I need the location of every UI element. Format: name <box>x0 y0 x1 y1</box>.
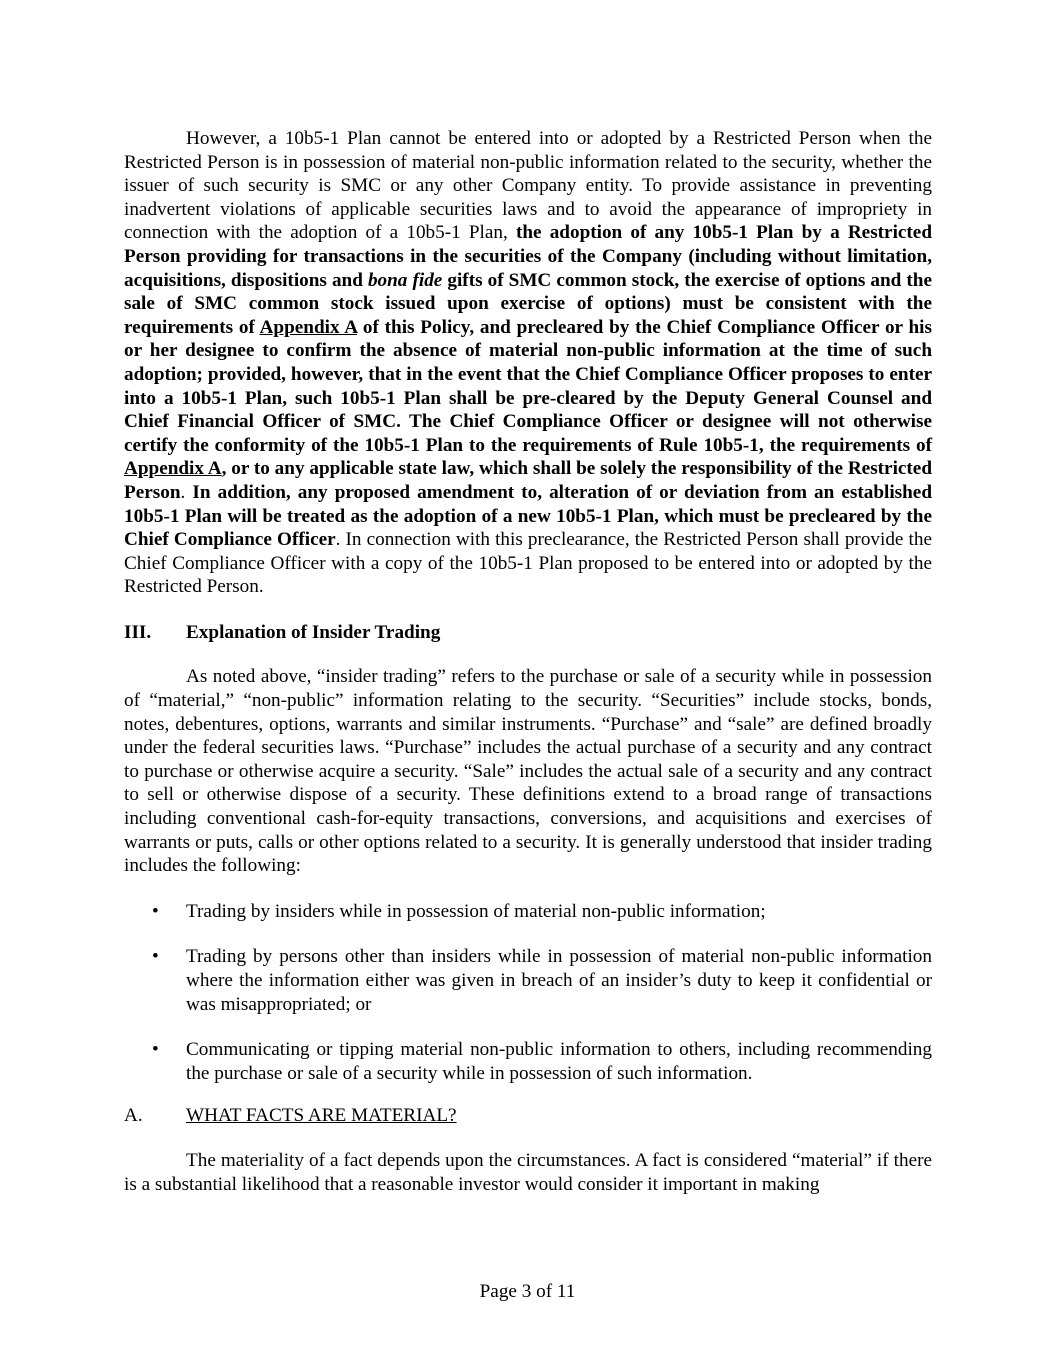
bold-italic-run: bona fide <box>367 269 443 291</box>
list-item-text: Trading by insiders while in possession of material non-public information; <box>186 900 766 922</box>
document-page <box>124 127 932 1196</box>
paragraph-materiality: The materiality of a fact depends upon the circumstances. A fact is considered “material” if there is a substantial likelihood that a reasonable investor would consider it important in making <box>124 1149 932 1195</box>
text-run: However, a 10b5-1 Plan cannot be entered into or adopted by a Restricted Person when the Restricted Person is in possession of material non-public information related to the security, whether the issuer of such security is SMC or any other Company entity. To provide assistance in preventing inadvertent violations of applicable securities laws and to avoid the appearance of impropriety in connection with the adoption of a 10b5-1 Plan, <box>124 128 932 244</box>
appendix-a-reference: Appendix A <box>124 458 222 480</box>
list-item-text: Communicating or tipping material non-public information to others, including recommending the purchase or sale of a security while in possession of such information. <box>186 1039 932 1084</box>
section-title: Explanation of Insider Trading <box>186 621 441 643</box>
bullet-icon: • <box>152 900 159 922</box>
section-heading <box>124 621 932 645</box>
bold-run: gifts of SMC common stock, the exercise of options and the sale of SMC common stock issued upon exercise of options) must be consistent with the requirements of <box>124 269 932 338</box>
page-number: Page 3 of 11 <box>479 1281 576 1302</box>
list-item <box>124 945 932 1016</box>
section-number: III. <box>124 621 152 643</box>
bold-run: of this Policy, and precleared by the Chief Compliance Officer or his or her designee to confirm the absence of material non-public information at the time of such adoption; provided, however, that in the event that the Chief Compliance Officer proposes to enter into a 10b5-1 Plan, such 10b5-1 Plan shall be pre-cleared by the Deputy General Counsel and Chief Financial Officer of SMC. The Chief Compliance Officer or designee will not otherwise certify the conformity of the 10b5-1 Plan to the requirements of Rule 10b5-1, the requirements of <box>124 316 932 456</box>
text-run: . In connection with this preclearance, the Restricted Person shall provide the Chief Compliance Officer with a copy of the 10b5-1 Plan proposed to be entered into or adopted by the Restricted Person. <box>124 529 932 598</box>
paragraph-10b5-1-plan <box>124 127 932 599</box>
list-item <box>124 1038 932 1085</box>
bold-run: , or to any applicable state law, which shall be solely the responsibility of the Restricted Person <box>124 458 932 503</box>
bullet-icon: • <box>152 1039 159 1061</box>
insider-trading-list <box>124 900 932 1086</box>
subsection-title: WHAT FACTS ARE MATERIAL? <box>186 1105 457 1127</box>
bold-run: In addition, any proposed amendment to, alteration of or deviation from an established 10b5-1 Plan will be treated as the adoption of a new 10b5-1 Plan, which must be precleared by the Chief Compliance Officer <box>124 481 932 551</box>
list-item-text: Trading by persons other than insiders while in possession of material non-public information where the information either was given in breach of an insider’s duty to keep it confidential or was misappropriated; or <box>186 946 932 1015</box>
bold-run: the adoption of any 10b5-1 Plan by a Restricted Person providing for transactions in the securities of the Company (including without limitation, acquisitions, dispositions and <box>124 222 932 291</box>
subsection-number: A. <box>124 1105 143 1127</box>
list-item <box>124 900 932 924</box>
subsection-heading <box>124 1104 932 1128</box>
text-run: . <box>180 481 193 503</box>
paragraph-insider-trading: As noted above, “insider trading” refers to the purchase or sale of a security while in possession of “material,” “non-public” information relating to the security. “Securities” include stocks, bonds, notes, debentures, options, warrants and similar instruments. “Purchase” and “sale” are defined broadly under the federal securities laws. “Purchase” includes the actual purchase of a security and any contract to purchase or otherwise acquire a security. “Sale” includes the actual sale of a security and any contract to sell or otherwise dispose of a security. These definitions extend to a broad range of transactions including conventional cash-for-equity transactions, conversions, and acquisitions and exercises of warrants or puts, calls or other options related to a security. It is generally understood that insider trading includes the following: <box>124 666 932 877</box>
appendix-a-reference: Appendix A <box>259 316 358 338</box>
bullet-icon: • <box>152 946 159 968</box>
